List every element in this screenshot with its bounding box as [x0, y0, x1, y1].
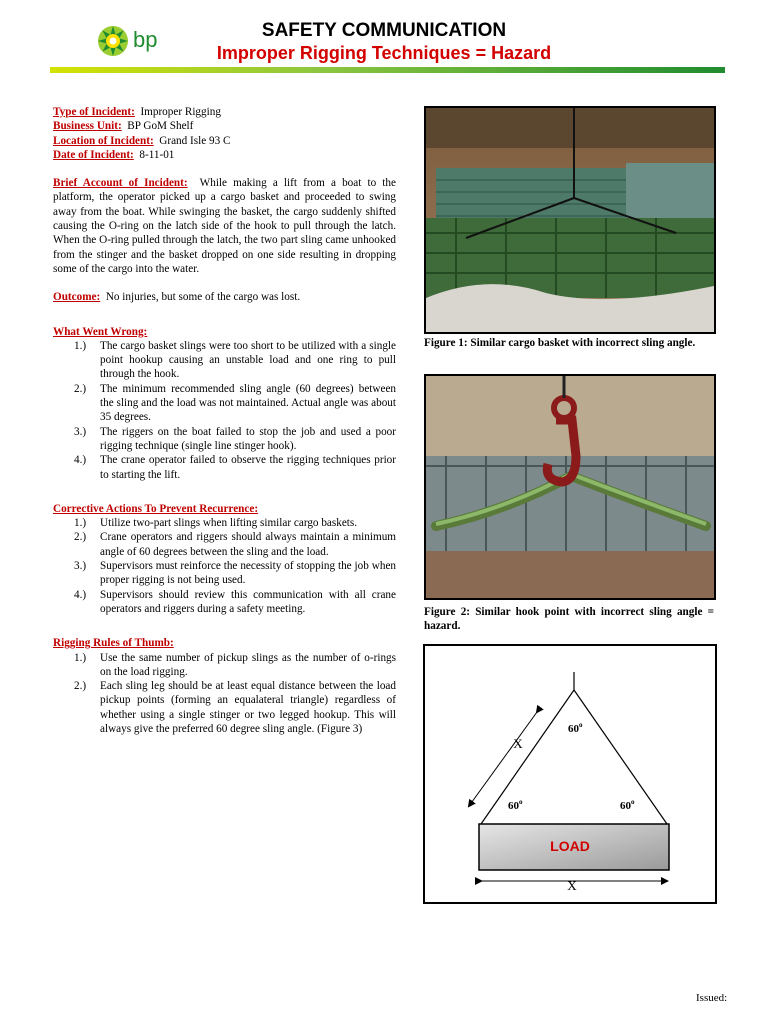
- angle-right-label: [620, 798, 635, 812]
- angle-left-value: 60: [508, 800, 519, 812]
- incident-date: [53, 148, 396, 162]
- degree-mark: o: [579, 721, 583, 729]
- rules-label: Rigging Rules of Thumb:: [53, 637, 174, 650]
- base-x-label: X: [567, 878, 577, 893]
- item-text: The minimum recommended sling angle (60 degrees) between the sling and the load was not maintained. Actual angle was about 35 degrees.: [100, 382, 396, 424]
- item-number: 3.): [74, 425, 87, 438]
- item-text: The riggers on the boat failed to stop the job and used a poor rigging technique (single line stinger hook).: [100, 425, 396, 452]
- corrective-heading: [53, 502, 396, 516]
- incident-type: [53, 105, 396, 119]
- list-item: [53, 679, 396, 736]
- equilateral-sling-diagram: [425, 646, 715, 902]
- list-item: [53, 559, 396, 588]
- brief-label: Brief Account of Incident:: [53, 177, 188, 190]
- side-x-label: X: [513, 736, 523, 751]
- page-subtitle: Improper Rigging Techniques = Hazard: [216, 43, 552, 63]
- item-number: 3.): [74, 560, 87, 573]
- page-title: SAFETY COMMUNICATION: [261, 20, 507, 41]
- outcome-label: Outcome:: [53, 291, 101, 304]
- item-text: The crane operator failed to observe the rigging techniques prior to starting the lift.: [100, 454, 396, 481]
- brief-account: [53, 176, 396, 276]
- unit-value: BP GoM Shelf: [127, 120, 194, 133]
- item-text: Utilize two-part slings when lifting similar cargo baskets.: [100, 517, 358, 530]
- list-item: [53, 588, 396, 617]
- hook-point-image: [426, 376, 714, 598]
- list-item: [53, 425, 396, 454]
- item-number: 4.): [74, 588, 87, 601]
- item-number: 1.): [74, 517, 87, 530]
- header-rule: [50, 67, 725, 73]
- figure-1-caption: Figure 1: Similar cargo basket with incorrect sling angle.: [424, 337, 696, 349]
- item-number: 1.): [74, 651, 87, 664]
- item-text: The cargo basket slings were too short to be utilized with a single point hookup causing an unstable load and one ring to pull through the hook.: [100, 339, 396, 381]
- type-label: Type of Incident:: [53, 106, 135, 118]
- business-unit: [53, 119, 396, 133]
- item-number: 4.): [74, 454, 87, 467]
- figure-2-photo: [424, 374, 716, 600]
- corrective-label: Corrective Actions To Prevent Recurrence:: [53, 502, 259, 515]
- item-text: Supervisors must reinforce the necessity of stopping the job when proper rigging is not being used.: [100, 560, 396, 587]
- list-item: [53, 651, 396, 680]
- item-text: Crane operators and riggers should always maintain a minimum angle of 60 degrees between the sling and the load.: [100, 531, 396, 558]
- item-text: Use the same number of pickup slings as the number of o-rings on the load rigging.: [100, 651, 396, 678]
- outcome-text: No injuries, but some of the cargo was lost.: [105, 291, 301, 304]
- angle-top-value: 60: [568, 723, 579, 735]
- item-text: Each sling leg should be at least equal distance between the load pickup points (forming an equalateral triangle) regardless of whether using a single stinger or two legged hookup. This will always give the preferred 60 degree sling angle. (Figure 3): [100, 680, 396, 735]
- type-value: Improper Rigging: [140, 106, 221, 118]
- list-item: [53, 382, 396, 425]
- brief-text: While making a lift from a boat to the platform, the operator picked up a cargo basket and proceeded to swing away from the boat. While swinging the basket, the cargo suddenly shifted causing the O-ring on the latch side of the hook to pull through the latch. When the O-ring pulled through the latch, the two part sling came unhooked from the stinger and the basket dropped on one side resulting in dropping some of the cargo into the water.: [53, 177, 396, 275]
- load-label: LOAD: [550, 838, 590, 854]
- list-item: [53, 339, 396, 382]
- degree-mark: o: [519, 798, 523, 806]
- rules-list: [53, 651, 396, 737]
- logo-text: bp: [133, 27, 158, 52]
- location-label: Location of Incident:: [53, 134, 154, 147]
- wrong-label: What Went Wrong:: [53, 325, 148, 338]
- list-item: [53, 453, 396, 482]
- angle-right-value: 60: [620, 800, 631, 812]
- date-value: 8-11-01: [139, 148, 175, 161]
- angle-left-label: [508, 798, 523, 812]
- item-number: 2.): [74, 680, 87, 693]
- figure-2-caption: Figure 2: Similar hook point with incorrect sling angle = hazard.: [424, 606, 714, 632]
- outcome: [53, 290, 396, 304]
- item-number: 1.): [74, 339, 87, 352]
- incident-report: [53, 105, 396, 736]
- cargo-basket-image: [426, 108, 714, 332]
- left-sling: [481, 690, 574, 824]
- sling-angle-diagram: [423, 644, 717, 904]
- date-label: Date of Incident:: [53, 148, 134, 161]
- location-value: Grand Isle 93 C: [159, 134, 231, 147]
- rules-heading: [53, 636, 396, 650]
- unit-label: Business Unit:: [53, 120, 122, 133]
- list-item: [53, 516, 396, 530]
- item-text: Supervisors should review this communication with all crane operators and riggers during a safety meeting.: [100, 588, 396, 615]
- issued-label: Issued:: [696, 992, 728, 1004]
- degree-mark: o: [631, 798, 635, 806]
- corrective-list: [53, 516, 396, 616]
- item-number: 2.): [74, 531, 87, 544]
- incident-location: [53, 134, 396, 148]
- what-went-wrong-list: [53, 339, 396, 482]
- item-number: 2.): [74, 382, 87, 395]
- list-item: [53, 530, 396, 559]
- figure-1-photo: [424, 106, 716, 334]
- angle-top-label: [568, 721, 583, 735]
- what-went-wrong-heading: [53, 325, 396, 339]
